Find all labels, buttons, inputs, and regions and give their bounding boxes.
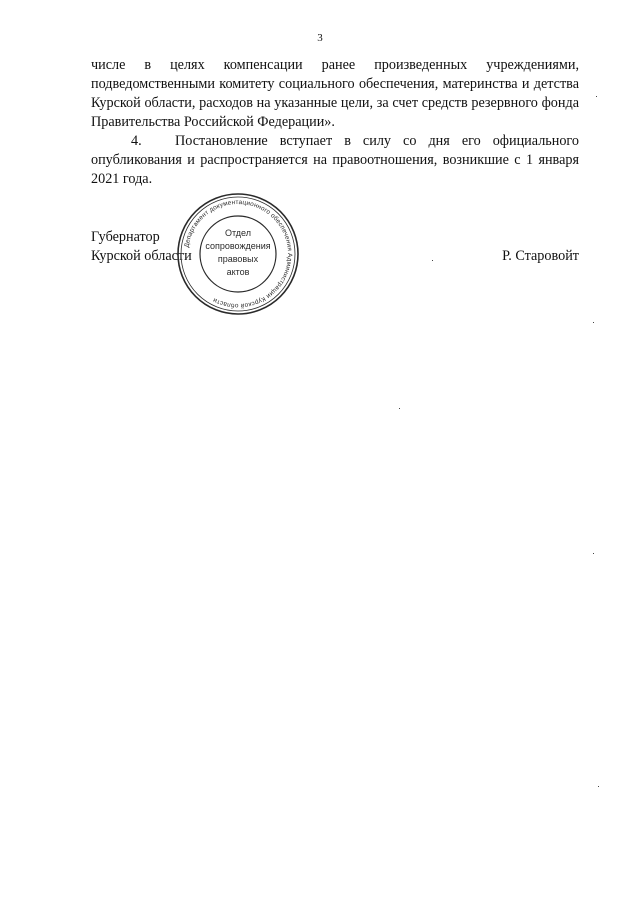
signatory-name: Р. Старовойт xyxy=(502,248,579,264)
stamp-center-line-2: сопровождения xyxy=(205,241,271,251)
stamp-center-line-3: правовых xyxy=(217,254,259,264)
scan-speck xyxy=(593,322,594,323)
paragraph-continuation: числе в целях компенсации ранее произведенных учреждениями, подведомственными комитету социального обеспечения, материнства и детства Курской области, расходов на указанные цели, за счет средств резервного фонда Правительства Российской Федерации». xyxy=(91,57,579,130)
page-number: 3 xyxy=(317,32,323,44)
item-text: Постановление вступает в силу со дня его официального опубликования и распространяется на правоотношения, возникшие с 1 января 2021 года. xyxy=(91,133,579,187)
document-body xyxy=(91,56,579,189)
signatory-title-line2: Курской области xyxy=(91,248,192,264)
stamp-ring-text: Департамент документационного обеспечения Администрации Курской области xyxy=(183,198,294,310)
official-stamp xyxy=(176,192,300,316)
item-number: 4. xyxy=(131,133,142,149)
signatory-title-line1: Губернатор xyxy=(91,229,160,245)
scan-speck xyxy=(399,408,400,409)
scan-speck xyxy=(596,96,597,97)
scan-speck xyxy=(598,786,599,787)
stamp-center-line-4: актов xyxy=(226,267,250,277)
paragraph-item-4 xyxy=(91,132,579,189)
stamp-center-line-1: Отдел xyxy=(224,228,252,238)
scan-speck xyxy=(432,260,433,261)
scan-speck xyxy=(593,553,594,554)
